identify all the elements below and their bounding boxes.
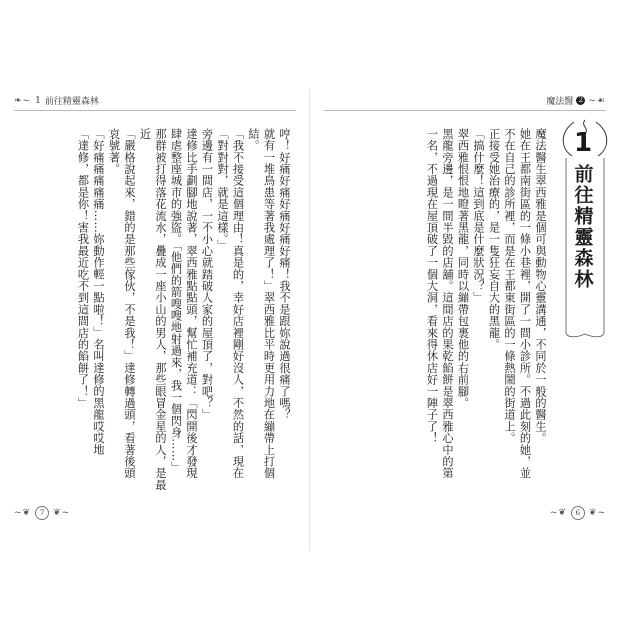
chapter-number-header: 1: [35, 95, 41, 106]
chapter-number: 1: [573, 128, 593, 158]
page-number: 6: [571, 506, 585, 520]
right-page: [310, 0, 620, 620]
volume-badge: 2: [576, 96, 585, 105]
chapter-heading: [560, 128, 606, 328]
folio-ornament-icon: ❦~: [588, 508, 606, 518]
body-text-left: 哼！好痛好痛好痛好痛好痛！我不是跟妳說過很痛了嗎？ 就有一堆鳥患等著我處理了！」翠西雅比平時更用力地在繃帶上打個結。 「我不接受這個理由！真是的，幸好店裡剛好沒人，不然的話，現在 「對對對，就是這樣。」 旁邊有一間店，一不小心就踏破人家的屋頂了，對吧？」 達修比手劃腳地說著，翠西雅點點頭，幫忙補充道：「閃開後才發現 肆虐整座城市的強盜。「他們的箭嗖嗖地射過來，我一個閃身……」 那群被打得落花流水，疊成一座小山的男人，那些眼冒金星的人，是最近 「嚴格說起來，錯的是那些傢伙，不是我！」達修轉過頭，看著後頭 哀號著。 「好痛痛痛痛痛……妳動作輕一點啦！」名叫達修的黑龍哎哎地 「達修，都是你！害我最近吃不到這間店的餡餅了！」: [76, 128, 291, 491]
header-rule: [14, 110, 296, 111]
page-number: 7: [35, 506, 49, 520]
chapter-title-header: 前往精靈森林: [44, 97, 99, 107]
folio-ornament-icon: ❦~: [53, 508, 71, 518]
folio-ornament-icon: ~❦: [549, 508, 567, 518]
page-number-left: [14, 506, 70, 520]
running-header-left: [14, 94, 99, 107]
folio-ornament-icon: ~❦: [14, 508, 32, 518]
vine-ornament-icon: ❧~: [14, 95, 32, 106]
chapter-title: 前往精靈森林: [571, 164, 594, 290]
running-header-right: [546, 94, 606, 107]
body-text-right: 魔法醫生翠西雅是個可與動物心靈溝通，不同於一般的醫生。 她在王都南街區的一條小巷裡，開了一間小診所。不過此刻的她，並 不在自己的診所裡，而是在王都東街區的一條熱鬧的街道上。 正接受她治療的，是一隻狂妄自大的黑龍。 「搞什麼！這到底是什麼狀況？」 翠西雅恨恨地瞪著黑龍，同時以繃帶包裹他的右前腳。 黑龍旁邊，是一間半毀的店舖。這間店的果乾餡餅是翠西雅心中的第 一名，不過現在屋頂破了一個大洞，看來得休店好一陣子了！: [425, 128, 547, 479]
page-number-right: [550, 506, 606, 520]
series-title: 魔法醫: [546, 97, 574, 107]
header-rule: [324, 110, 606, 111]
vine-ornament-icon: ~☙: [588, 95, 606, 106]
